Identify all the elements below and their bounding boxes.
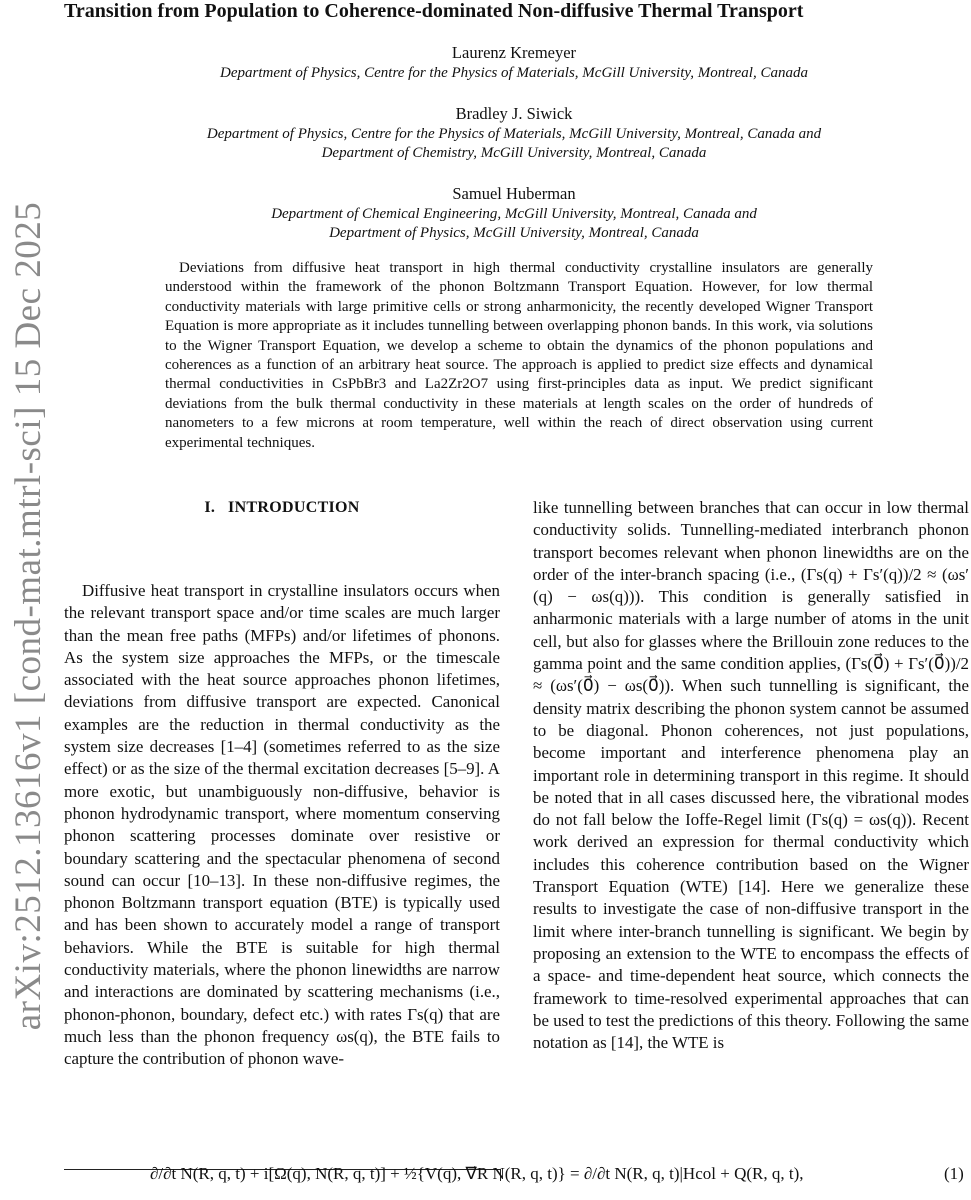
equation-1: ∂/∂t N(R, q, t) + i[Ω(q), N(R, q, t)] + ½{V(q), ∇⃗R N(R, q, t)} = ∂/∂t N(R, q, t)|Hcol + Q(R, q, t), bbox=[150, 1164, 804, 1183]
paper-title: Transition from Population to Coherence-dominated Non-diffusive Thermal Transport bbox=[64, 0, 804, 22]
author-name: Laurenz Kremeyer bbox=[451, 43, 577, 62]
abstract: Deviations from diffusive heat transport in high thermal conductivity crystalline insulators are generally understood within the framework of the phonon Boltzmann Transport Equation. However, for low thermal conductivity materials with large primitive cells or strong anharmonicity, the recently developed Wigner Transport Equation is more appropriate as it includes tunnelling between overlapping phonon bands. In this work, via solutions to the Wigner Transport Equation, we develop a scheme to obtain the dynamics of the phonon populations and coherences as a function of an arbitrary heat source. The approach is applied to predict size effects and dynamical thermal conductivities in CsPbBr3 and La2Zr2O7 using first-principles data as input. We predict significant deviations from the bulk thermal conductivity in these materials at length scales on the order of hundreds of nanometers to a few microns at room temperature, well within the reach of direct observation using current experimental techniques. bbox=[165, 260, 873, 451]
author-affiliation: Department of Chemistry, McGill University, Montreal, Canada bbox=[321, 145, 707, 161]
author-name: Samuel Huberman bbox=[452, 184, 576, 203]
section-title: INTRODUCTION bbox=[228, 499, 360, 516]
body-text-right-column: like tunnelling between branches that can occur in low thermal conductivity solids. Tunnelling-mediated interbranch phonon transport becomes relevant when phonon linewidths are on the order of the inter-branch spacing (i.e., (Γs(q) + Γs′(q))/2 ≈ (ωs′(q) − ωs(q))). This condition is generally satisfied in anharmonic materials with a large number of atoms in the unit cell, but also for glasses where the Brillouin zone reduces to the gamma point and the same condition applies, (Γs(0⃗) + Γs′(0⃗))/2 ≈ (ωs′(0⃗) − ωs(0⃗)). When such tunnelling is significant, the density matrix describing the phonon system cannot be assumed to be diagonal. Phonon coherences, not just populations, become important and interference phenomena play an important role in determining transport in this regime. It should be noted that in all cases discussed here, the vibrational modes do not fall below the Ioffe-Regel limit (Γs(q) = ωs(q)). Recent work derived an expression for thermal conductivity which includes this coherence contribution based on the Wigner Transport Equation (WTE) [14]. Here we generalize these results to investigate the case of non-diffusive transport in the limit where inter-branch tunnelling is significant. We begin by proposing an extension to the WTE to encompass the effects of a space- and time-dependent heat source, which connects the framework to time-resolved experimental approaches that can be used to test the predictions of this theory. Following the same notation as [14], the WTE is bbox=[533, 498, 969, 1053]
section-heading bbox=[64, 499, 500, 517]
author-affiliation: Department of Physics, Centre for the Physics of Materials, McGill University, Montreal, Canada and bbox=[206, 126, 822, 142]
author-affiliation: Department of Physics, Centre for the Physics of Materials, McGill University, Montreal, Canada bbox=[220, 65, 808, 81]
body-text-left-column: Diffusive heat transport in crystalline insulators occurs when the relevant transport space and/or time scales are much larger than the mean free paths (MFPs) and/or lifetimes of phonons. As the system size approaches the MFPs, or the timescale associated with the heat source approaches phonon lifetimes, deviations from diffusive transport are expected. Canonical examples are the reduction in thermal conductivity as the system size decreases [1–4] (sometimes referred to as the size effect) or as the size of the thermal excitation decreases [5–9]. A more exotic, but unambiguously non-diffusive, behavior is phonon hydrodynamic transport, where momentum conserving phonon scattering processes dominate over resistive or boundary scattering and the spectacular phenomena of second sound can occur [10–13]. In these non-diffusive regimes, the phonon Boltzmann transport equation (BTE) is typically used and has been shown to accurately model a range of transport behaviors. While the BTE is suitable for high thermal conductivity materials, where the phonon linewidths are narrow and interactions are dominated by scattering mechanisms (i.e., phonon-phonon, boundary, defect etc.) with rates Γs(q) that are much less than the phonon frequency ωs(q), the BTE fails to capture the contribution of phonon wave- bbox=[64, 581, 500, 1069]
section-number: I. bbox=[204, 499, 216, 516]
author-affiliation: Department of Chemical Engineering, McGill University, Montreal, Canada and bbox=[271, 206, 757, 222]
author-name: Bradley J. Siwick bbox=[455, 104, 573, 123]
equation-number: (1) bbox=[944, 1164, 964, 1183]
arxiv-identifier-sidebar: arXiv:2512.13616v1 [cond-mat.mtrl-sci] 15 Dec 2025 bbox=[7, 201, 49, 1031]
author-affiliation: Department of Physics, McGill University, Montreal, Canada bbox=[329, 225, 699, 241]
